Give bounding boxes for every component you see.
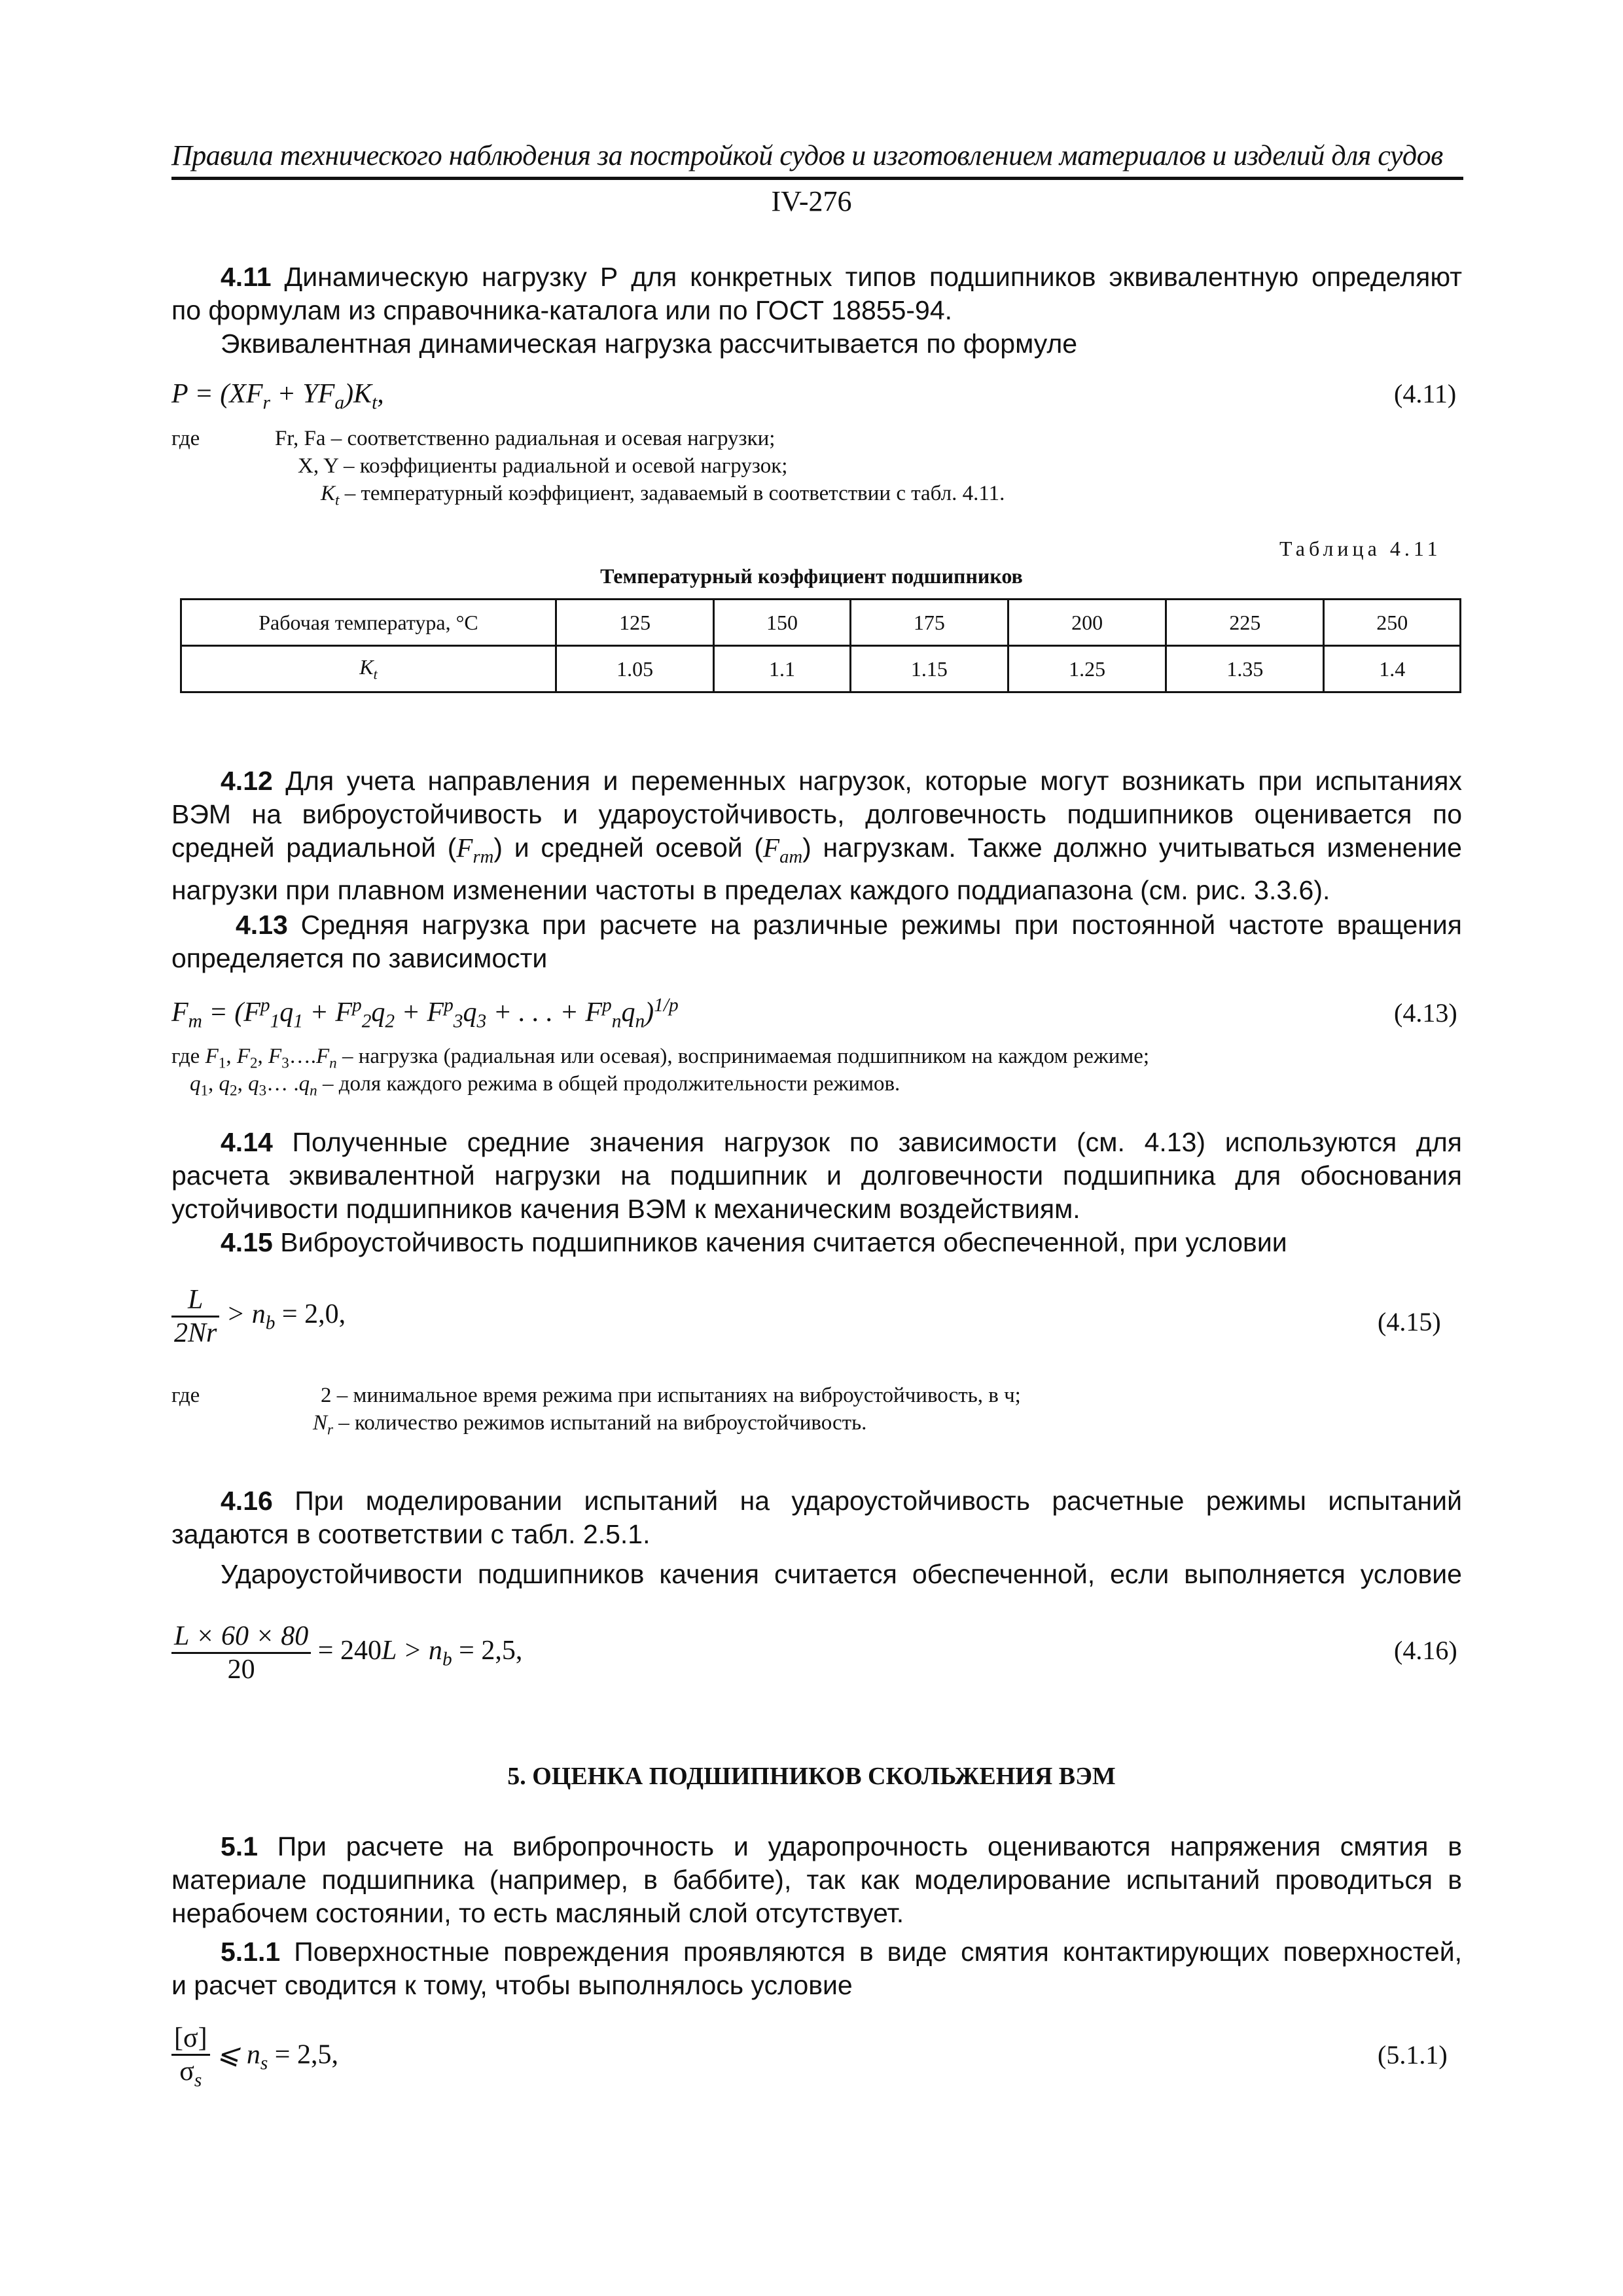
paragraph-4-14	[171, 1126, 1462, 1259]
table-cell: 175	[850, 600, 1008, 646]
paragraph-4-12	[171, 764, 1462, 907]
legend-line: $K_t$ – температурный коэффициент, задаваемый в соответствии с табл. 4.11.	[321, 482, 1005, 509]
paragraph-4-16	[171, 1484, 1462, 1591]
table-cell: 1.05	[556, 646, 714, 692]
legend-line: $N_r$ – количество режимов испытаний на виброустойчивость.	[313, 1411, 867, 1438]
fraction-denominator: 20	[227, 1655, 255, 1685]
formula-4-13: $F_m = (F^p_1q_1 + F^p_2q_2 + F^p_3q_3$ + . . . + $F^p_nq_n)^{1/p}$	[171, 995, 679, 1032]
table-cell: 1.25	[1008, 646, 1166, 692]
page-number: IV-276	[771, 185, 852, 217]
text-fragment: средней радиальной (	[171, 833, 457, 863]
paragraph-4-13	[171, 908, 1462, 975]
legend-text: – температурный коэффициент, задаваемый в соответствии с табл. 4.11.	[344, 482, 1005, 505]
text-line: по формулам из справочника-каталога или по ГОСТ 18855-94.	[171, 295, 953, 325]
table-header-cell: Рабочая температура, °С	[181, 600, 556, 646]
text-line: Динамическую нагрузку Р для конкретных типов подшипников эквивалентную определяют	[284, 262, 1462, 292]
table-title: Температурный коэффициент подшипников	[600, 564, 1023, 588]
legend-line	[298, 454, 787, 478]
table-row	[181, 600, 1461, 646]
legend-text: – количество режимов испытаний на виброустойчивость.	[338, 1411, 867, 1435]
table-cell: 200	[1008, 600, 1166, 646]
table-header-cell: $K_t$	[181, 646, 556, 692]
section-title: 5. ОЦЕНКА ПОДШИПНИКОВ СКОЛЬЖЕНИЯ ВЭМ	[507, 1763, 1116, 1790]
text-line: устойчивости подшипников качения ВЭМ к механическим воздействиям.	[171, 1194, 1080, 1224]
header-rule	[171, 177, 1463, 180]
clause-number: 4.11	[221, 262, 272, 292]
formula-4-15: $\frac{L}{2Nr}$ > $n_b = 2,0$,	[171, 1284, 346, 1349]
clause-number: 4.14	[221, 1127, 273, 1157]
legend-text: – нагрузка (радиальная или осевая), воспринимаемая подшипником на каждом режиме;	[342, 1045, 1150, 1068]
text-line: При моделировании испытаний на удароустойчивость расчетные режимы испытаний	[294, 1486, 1462, 1516]
legend-line: где $F_1$, $F_2$, $F_3\dots.F_n$ – нагрузка (радиальная или осевая), воспринимаемая подшипником на каждом режиме;	[171, 1045, 1150, 1071]
text-line: нагрузки при плавном изменении частоты в пределах каждого поддиапазона (см. рис. 3.3.6).	[171, 875, 1330, 906]
legend-where: где	[171, 427, 200, 450]
text-fragment: ) и средней осевой (	[493, 833, 764, 863]
text-line: материале подшипника (например, в баббите), так как моделирование испытаний проводиться в	[171, 1865, 1462, 1895]
equation-number: (4.15)	[1378, 1307, 1441, 1336]
text-line: нерабочем состоянии, то есть масляный слой отсутствует.	[171, 1898, 904, 1928]
clause-number: 5.1	[221, 1831, 258, 1861]
paragraph-4-11	[171, 260, 1462, 361]
fraction	[171, 1621, 311, 1685]
text-fragment: ) нагрузкам. Также должно учитываться изменение	[802, 833, 1462, 863]
temperature-table	[180, 598, 1461, 693]
text-line: ВЭМ на виброустойчивость и удароустойчивость, долговечность подшипников оценивается по	[171, 799, 1462, 829]
legend-line: 2 – минимальное время режима при испытаниях на виброустойчивость, в ч;	[321, 1384, 1021, 1407]
formula-value: = 240	[317, 1636, 382, 1666]
legend-text: где	[171, 1045, 200, 1068]
legend-text: X, Y – коэффициенты радиальной и осевой нагрузок;	[298, 454, 788, 478]
text-line: Для учета направления и переменных нагрузок, которые могут возникать при испытаниях	[285, 766, 1462, 796]
table-cell: 150	[714, 600, 851, 646]
formula-4-11: $P = (XF_r + YF_a)K_t$,	[171, 379, 384, 414]
running-header: Правила технического наблюдения за постройкой судов и изготовлением материалов и изделий для судов	[171, 139, 1443, 171]
fraction: $\frac{[\sigma]}{\sigma_s}$	[171, 2022, 210, 2091]
text-line: задаются в соответствии с табл. 2.5.1.	[171, 1519, 651, 1549]
text-line: Виброустойчивость подшипников качения считается обеспеченной, при условии	[280, 1227, 1287, 1257]
table-cell: 225	[1166, 600, 1324, 646]
table-cell: 1.35	[1166, 646, 1324, 692]
table-cell: 1.1	[714, 646, 851, 692]
table-label: Таблица 4.11	[1279, 537, 1442, 560]
formula-4-16: $\frac{L \times 60 \times 80}{20}$ = $240L > n_b = 2,5$,	[171, 1621, 522, 1685]
text-line: расчета эквивалентной нагрузки на подшипник и долговечности подшипника для обоснования	[171, 1160, 1462, 1191]
legend-where: где	[171, 1384, 200, 1407]
formula-value: = 2,5,	[274, 2039, 338, 2070]
text-line: определяется по зависимости	[171, 943, 548, 973]
formula-5-1-1: $\frac{[\sigma]}{\sigma_s}$ ⩽ $n_s = 2,5$,	[171, 2022, 338, 2091]
text-line: Эквивалентная динамическая нагрузка рассчитывается по формуле	[221, 329, 1078, 359]
table-row	[181, 646, 1461, 692]
clause-number: 4.12	[221, 766, 273, 796]
fraction-denominator: σ	[179, 2056, 194, 2087]
text-line: и расчет сводится к тому, чтобы выполнялось условие	[171, 1970, 853, 2000]
fraction: $\frac{L}{2Nr}$	[171, 1284, 219, 1349]
table-cell: 1.15	[850, 646, 1008, 692]
clause-number: 5.1.1	[221, 1937, 281, 1967]
equation-number: (4.13)	[1394, 998, 1457, 1028]
legend-text: Fr, Fa – соответственно радиальная и осевая нагрузки;	[275, 427, 776, 450]
text-line: Удароустойчивости подшипников качения считается обеспеченной, если выполняется условие	[221, 1559, 1462, 1589]
paragraph-5-1	[171, 1830, 1462, 2002]
fraction-numerator: L × 60 × 80	[171, 1621, 311, 1654]
text-line: Средняя нагрузка при расчете на различные режимы при постоянной частоте вращения	[300, 910, 1462, 940]
formula-value: = 2,0,	[281, 1299, 346, 1330]
table-cell: 250	[1324, 600, 1461, 646]
text-line: средней радиальной $(F_{rm})$ и средней осевой $(F_{am})$ нагрузкам. Также должно учитываться изменение	[171, 833, 1462, 868]
table-cell: 125	[556, 600, 714, 646]
table-cell: 1.4	[1324, 646, 1461, 692]
equation-number: (5.1.1)	[1378, 2040, 1448, 2070]
legend-text: – доля каждого режима в общей продолжительности режимов.	[322, 1072, 901, 1096]
text-line: Полученные средние значения нагрузок по зависимости (см. 4.13) используются для	[292, 1127, 1462, 1157]
text-line: Поверхностные повреждения проявляются в виде смятия контактирующих поверхностей,	[294, 1937, 1462, 1967]
text-line: При расчете на вибропрочность и ударопрочность оцениваются напряжения смятия в	[277, 1831, 1462, 1861]
legend-line	[275, 427, 775, 451]
clause-number: 4.13	[236, 910, 288, 940]
clause-number: 4.15	[221, 1227, 273, 1257]
equation-number: (4.11)	[1394, 379, 1457, 408]
fraction-numerator: [σ]	[171, 2022, 210, 2056]
equation-number: (4.16)	[1394, 1636, 1457, 1665]
legend-line: $q_1$, $q_2$, $q_3\dots$ $.q_n$ – доля каждого режима в общей продолжительности режимов.	[190, 1072, 901, 1099]
formula-value: = 2,5,	[459, 1636, 523, 1666]
clause-number: 4.16	[221, 1486, 273, 1516]
